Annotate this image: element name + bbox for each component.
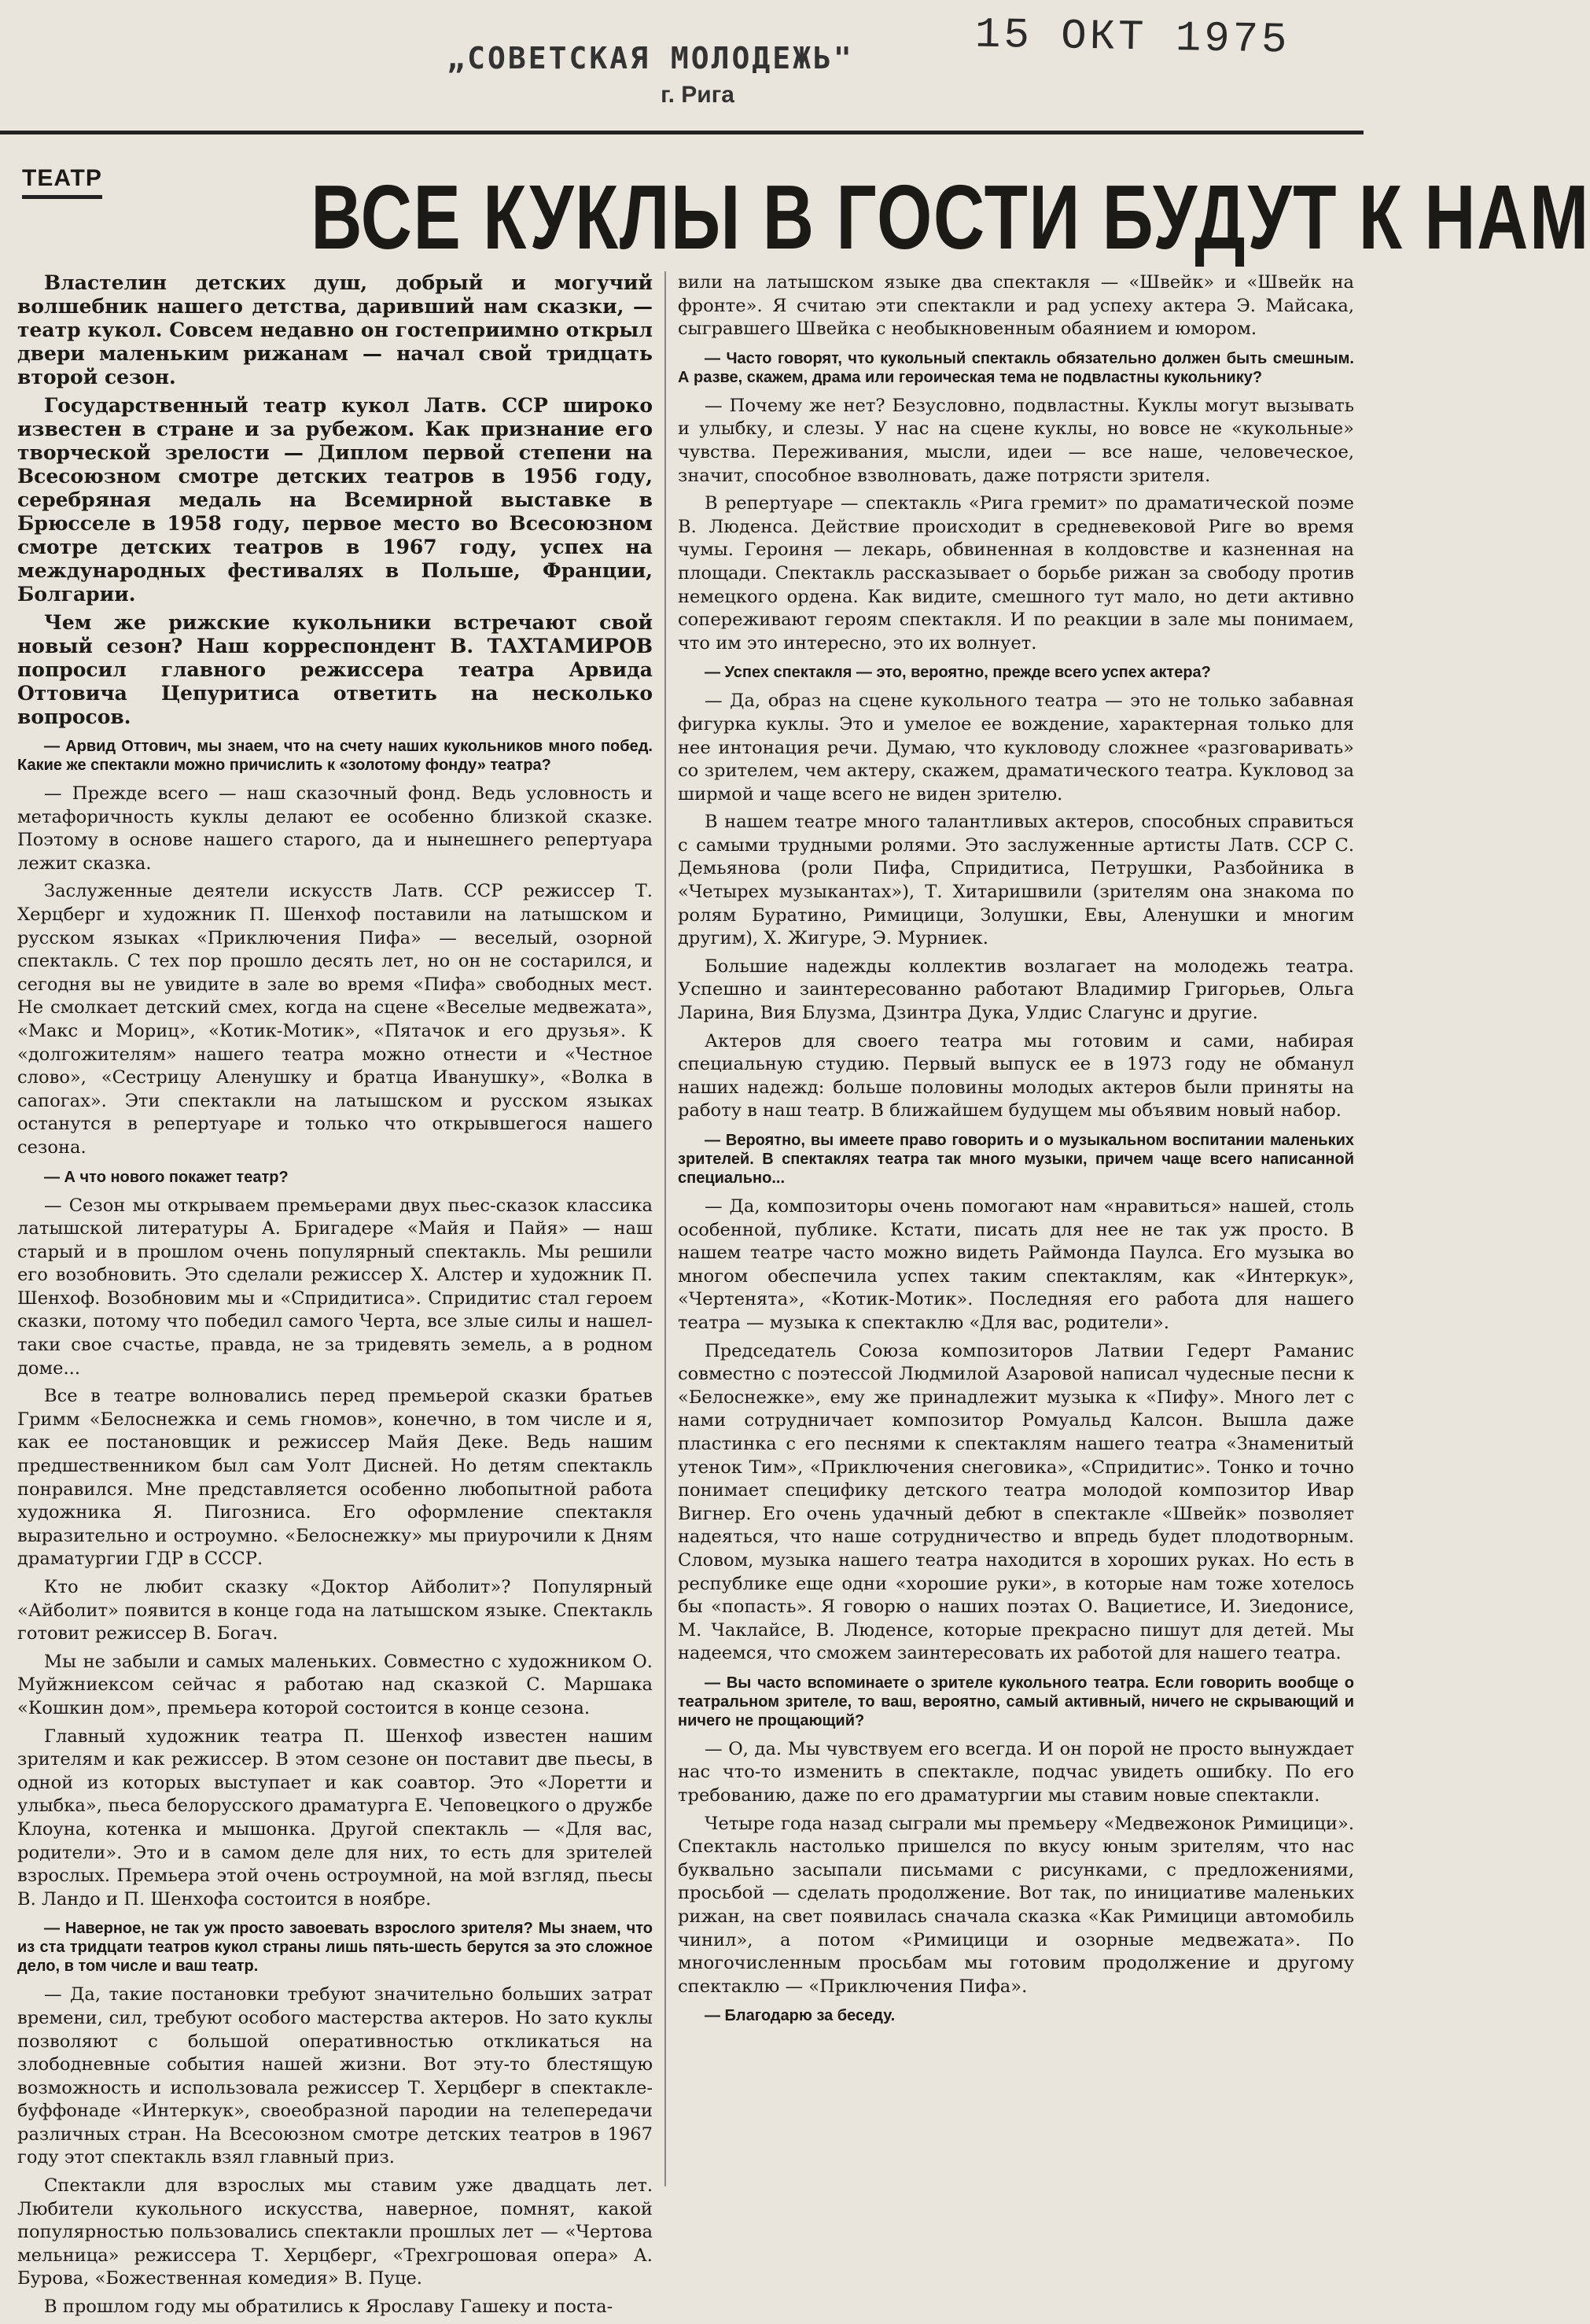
paragraph: В прошлом году мы обратились к Ярославу Гашеку и поста- xyxy=(44,2296,613,2318)
paragraph: — Прежде всего — наш сказочный фонд. Ведь условность и метафоричность куклы делают ее особенно близкой сказке. Поэтому в основе нашего старого, да и нынешнего репертуара лежит сказка. xyxy=(17,783,653,874)
paragraph: В нашем театре много талантливых актеров, способных справиться с самыми трудными ролями. Это заслуженные артисты Латв. ССР С. Демьянова (роли Пифа, Спридитиса, Петрушки, Разбойника в «Четырех музыкантах»), Т. Хитаришвили (зрителям она знакома по ролям Буратино, Римицици, Золушки, Евы, Аленушки и многим другим), Х. Жигуре, Э. Мурниек. xyxy=(678,812,1354,949)
left-column xyxy=(17,271,653,2324)
paragraph: Государственный театр кукол Латв. ССР широко известен в стране и за рубежом. Как признание его творческой зрелости — Диплом первой степени на Всесоюзном смотре детских театров в 1956 году, серебряная медаль на Всемирной выставке в Брюсселе в 1958 году, первое место во Всесоюзном смотре детских театров в 1967 году, успех на международных фестивалях в Польше, Франции, Болгарии. xyxy=(17,394,653,606)
paragraph: Мы не забыли и самых маленьких. Совместно с художником О. Муйжниексом сейчас я работаю над сказкой С. Маршака «Кошкин дом», премьера которой состоится в конце сезона. xyxy=(17,1651,653,1718)
paragraph: — Да, композиторы очень помогают нам «нравиться» нашей, столь особенной, публике. Кстати, писать для нее не так уж просто. В нашем театре часто можно видеть Раймонда Паулса. Его музыка во многом обеспечила успех таким спектаклям, как «Интеркук», «Чертенята», «Котик-Мотик». Последняя его работа для нашего театра — музыка к спектаклю «Для вас, родители». xyxy=(678,1196,1354,1333)
paragraph: — О, да. Мы чувствуем его всегда. И он порой не просто вынуждает нас что-то изменить в спектакле, подчас увидеть ошибку. По его требованию, даже по его драматургии мы ставим новые спектакли. xyxy=(678,1738,1354,1807)
section-rubric: ТЕАТР xyxy=(22,165,102,199)
article-headline: ВСЕ КУКЛЫ В ГОСТИ БУДУТ К НАМ xyxy=(311,166,1590,268)
paragraph: Главный художник театра П. Шенхоф известен нашим зрителям и как режиссер. В этом сезоне он поставит две пьесы, в одной из которых выступает и как соавтор. Это «Лоретти и улыбка», пьеса белорусского драматурга Е. Чеповецкого о дружбе Клоуна, котенка и мышонка. Другой спектакль — «Для вас, родители». Это и в самом деле для них, то есть для зрителей взрослых. Премьера этой очень остроумной, на мой взгляд, пьесы В. Ландо и П. Шенхофа состоится в ноябре. xyxy=(17,1726,653,1910)
right-column xyxy=(678,271,1354,2033)
interview-question: — Наверное, не так уж просто завоевать взрослого зрителя? Мы знаем, что из ста тридцати театров кукол страны лишь пять-шесть берутся за это сложное дело, в том числе и ваш театр. xyxy=(17,1920,653,1976)
paragraph: Четыре года назад сыграли мы премьеру «Медвежонок Римицици». Спектакль настолько пришелся по вкусу юным зрителям, что нас буквально засыпали письмами с рисунками, с предложениями, просьбой — сделать продолжение. Вот так, по инициативе маленьких рижан, на свет появилась сначала сказка «Как Римицици автомобиль чинил», а потом «Римицици и озорные медвежата». По многочисленным просьбам мы готовим продолжение и другому спектаклю — «Приключения Пифа». xyxy=(678,1813,1354,1997)
paragraph: — Да, образ на сцене кукольного театра — это не только забавная фигурка куклы. Это и умелое ее вождение, характерная только для нее интонация речи. Думаю, что кукловоду сложнее «разговаривать» со зрителем, чем актеру, скажем, драматического театра. Кукловод за ширмой и чаще всего не виден зрителю. xyxy=(678,691,1354,805)
newspaper-name: „СОВЕТСКАЯ МОЛОДЕЖЬ" xyxy=(447,41,854,76)
interview-question: — Благодарю за беседу. xyxy=(705,2007,896,2025)
masthead-rule xyxy=(0,131,1364,134)
column-divider xyxy=(664,271,666,2186)
interview-question: — Часто говорят, что кукольный спектакль обязательно должен быть смешным. А разве, скажем, драма или героическая тема не подвластны кукольнику? xyxy=(678,349,1354,386)
date-stamp: 15 ОКТ 1975 xyxy=(974,11,1290,65)
paragraph: вили на латышском языке два спектакля — «Швейк» и «Швейк на фронте». Я считаю эти спектакли и рад успеху актера Э. Майсака, сыгравшего Швейка с необыкновенным обаянием и юмором. xyxy=(678,272,1354,340)
paragraph: Властелин детских душ, добрый и могучий волшебник нашего детства, даривший нам сказки, — театр кукол. Совсем недавно он гостеприимно открыл двери маленьким рижанам — начал свой тридцать второй сезон. xyxy=(17,271,653,389)
city-label: г. Рига xyxy=(661,82,734,108)
paragraph: — Почему же нет? Безусловно, подвластны. Куклы могут вызывать и улыбку, и слезы. У нас на сцене куклы, но вовсе не «кукольные» чувства. Переживания, мысли, идеи — все наше, человеческое, значит, способное взволновать, даже потрясти зрителя. xyxy=(678,395,1354,486)
interview-question: — Арвид Оттович, мы знаем, что на счету наших кукольников много побед. Какие же спектакли можно причислить к «золотому фонду» театра? xyxy=(17,738,653,774)
paragraph: Большие надежды коллектив возлагает на молодежь театра. Успешно и заинтересованно работают Владимир Григорьев, Ольга Ларина, Вия Блузма, Дзинтра Дука, Улдис Слагунс и другие. xyxy=(678,956,1354,1024)
paragraph: Председатель Союза композиторов Латвии Гедерт Раманис совместно с поэтессой Людмилой Азаровой написал чудесные песни к «Белоснежке», ему же принадлежит музыка к «Пифу». Много лет с нами сотрудничает композитор Ромуальд Калсон. Вышла даже пластинка с его песнями к спектаклям нашего театра «Знаменитый утенок Тим», «Приключения снеговика», «Спридитис». Тонко и точно понимает специфику детского театра молодой композитор Ивар Вигнер. Его очень удачный дебют в спектакле «Швейк» позволяет надеяться, что наше сотрудничество и впредь будет плодотворным. Словом, музыка нашего театра находится в хороших руках. Но есть в республике еще одни «хорошие руки», в которые нам тоже хотелось бы «попасть». Я говорю о наших поэтах О. Вациетисе, И. Зиедонисе, М. Чаклайсе, В. Люденсе, которые прекрасно пишут для детей. Мы надеемся, что сможем заинтересовать их работой для нашего театра. xyxy=(678,1340,1354,1664)
interview-question: — Вероятно, вы имеете право говорить и о музыкальном воспитании маленьких зрителей. В спектаклях театра так много музыки, причем чаще всего написанной специально... xyxy=(678,1132,1354,1187)
paragraph: Заслуженные деятели искусств Латв. ССР режиссер Т. Херцберг и художник П. Шенхоф поставили на латышском и русском языках «Приключения Пифа» — веселый, озорной спектакль. С тех пор прошло десять лет, но он не состарился, и сегодня вы не увидите в зале во время «Пифа» свободных мест. Не смолкает детский смех, когда на сцене «Веселые медвежата», «Макс и Мориц», «Котик-Мотик», «Пятачок и его друзья». К «долгожителям» нашего театра можно отнести и «Честное слово», «Сестрицу Аленушку и братца Иванушку», «Волка в сапогах». Эти спектакли на латышском и русском языках останутся в репертуаре и только что открывшегося нашего сезона. xyxy=(17,881,653,1158)
paragraph: — Да, такие постановки требуют значительно больших затрат времени, сил, требуют особого мастерства актеров. Но зато куклы позволяют с большой оперативностью откликаться на злободневные события нашей жизни. Вот эту-то блестящую возможность и использовала режиссер Т. Херцберг в спектакле-буффонаде «Интеркук», своеобразной пародии на телепередачи различных стран. На Всесоюзном смотре детских театров в 1967 году этот спектакль взял главный приз. xyxy=(17,1984,653,2168)
paragraph: Актеров для своего театра мы готовим и сами, набирая специальную студию. Первый выпуск ее в 1973 году не обманул наших надежд: больше половины молодых актеров были приняты на работу в наш театр. В ближайшем будущем мы объявим новый набор. xyxy=(678,1030,1354,1121)
masthead xyxy=(0,41,1364,109)
interview-question: — Успех спектакля — это, вероятно, прежде всего успех актера? xyxy=(705,664,1211,682)
paragraph: В репертуаре — спектакль «Рига гремит» по драматической поэме В. Люденса. Действие происходит в средневековой Риге во время чумы. Героиня — лекарь, обвиненная в колдовстве и казненная на площади. Спектакль рассказывает о борьбе рижан за свободу против немецкого ордена. Как видите, смешного тут мало, но дети активно сопереживают героям спектакля. И по реакции в зале мы понимаем, что им это интересно, это их волнует. xyxy=(678,493,1354,654)
paragraph: Спектакли для взрослых мы ставим уже двадцать лет. Любители кукольного искусства, наверное, помнят, какой популярностью пользовались спектакли прошлых лет — «Чертова мельница» режиссера Т. Херцберг, «Трехгрошовая опера» А. Бурова, «Божественная комедия» В. Пуце. xyxy=(17,2175,653,2289)
paragraph: Чем же рижские кукольники встречают свой новый сезон? Наш корреспондент В. ТАХТАМИРОВ попросил главного режиссера театра Арвида Оттовича Цепуритиса ответить на несколько вопросов. xyxy=(17,611,653,728)
interview-question: — А что нового покажет театр? xyxy=(44,1168,289,1186)
paragraph: Все в театре волновались перед премьерой сказки братьев Гримм «Белоснежка и семь гномов», конечно, в том числе и я, как ее постановщик и режиссер Майя Деке. Ведь нашим предшественником был сам Уолт Дисней. Но детям спектакль понравился. Мне представляется особенно любопытной работа художника Я. Пигозниса. Его оформление спектакля выразительно и остроумно. «Белоснежку» мы приурочили к Дням драматургии ГДР в СССР. xyxy=(17,1386,653,1570)
interview-question: — Вы часто вспоминаете о зрителе кукольного театра. Если говорить вообще о театральном зрителе, то ваш, вероятно, самый активный, ничего не скрывающий и ничего не прощающий? xyxy=(678,1674,1354,1729)
paragraph: Кто не любит сказку «Доктор Айболит»? Популярный «Айболит» появится в конце года на латышском языке. Спектакль готовит режиссер В. Богач. xyxy=(17,1577,653,1644)
paragraph: — Сезон мы открываем премьерами двух пьес-сказок классика латышской литературы А. Бригадере «Майя и Пайя» — наш старый и в прошлом очень популярный спектакль. Мы решили его возобновить. Это сделали режиссер Х. Алстер и художник П. Шенхоф. Возобновим мы и «Спридитиса». Спридитис стал героем сказки, потому что победил самого Черта, все злые силы и нашел-таки свое счастье, правда, не за тридевять земель, а в родном доме... xyxy=(17,1195,653,1379)
